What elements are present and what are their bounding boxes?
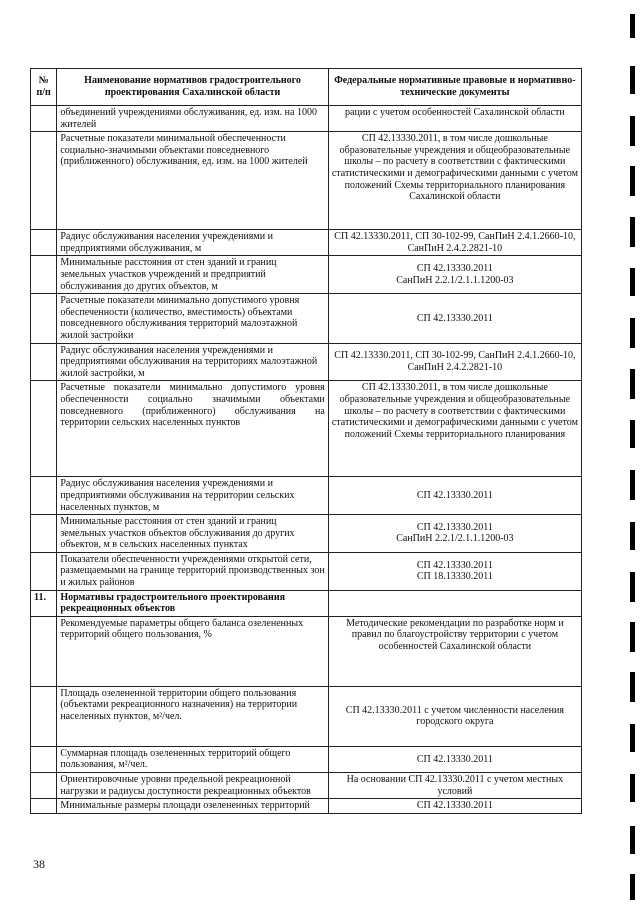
scan-mark: [630, 622, 635, 652]
header-num: № п/п: [31, 69, 57, 106]
scan-mark: [630, 724, 635, 752]
row-num: [31, 343, 57, 381]
row-docs: СП 42.13330.2011: [328, 799, 581, 814]
scan-mark: [630, 826, 635, 854]
row-name: Ориентировочные уровни предельной рекреационной нагрузки и радиусы доступности рекреационных объектов: [57, 773, 328, 799]
section-row: [31, 590, 582, 616]
scan-mark: [630, 522, 635, 550]
row-docs: СП 42.13330.2011 СП 18.13330.2011: [328, 552, 581, 590]
row-name: Рекомендуемые параметры общего баланса озелененных территорий общего пользования, %: [57, 616, 328, 686]
row-num: [31, 686, 57, 746]
row-docs: СП 42.13330.2011: [328, 294, 581, 343]
row-docs: СП 42.13330.2011 с учетом численности населения городского округа: [328, 686, 581, 746]
row-docs: СП 42.13330.2011 СанПиН 2.2.1/2.1.1.1200-03: [328, 515, 581, 553]
scan-mark: [630, 318, 635, 348]
table-row: [31, 132, 582, 230]
header-docs: Федеральные нормативные правовые и нормативно-технические документы: [328, 69, 581, 106]
row-docs: СП 42.13330.2011, в том числе дошкольные образовательные учреждения и общеобразовательные школы – по расчету в соответствии с фактическими статистическими и демографическими данными с учетом положений Схемы территориального планирования Сахалинской области: [328, 132, 581, 230]
scan-mark: [630, 470, 635, 500]
row-docs: СП 42.13330.2011, СП 30-102-99, СанПиН 2.4.1.2660-10, СанПиН 2.4.2.2821-10: [328, 230, 581, 256]
row-docs: СП 42.13330.2011: [328, 746, 581, 772]
row-num: [31, 106, 57, 132]
scan-mark: [630, 166, 635, 196]
row-docs: СП 42.13330.2011 СанПиН 2.2.1/2.1.1.1200-03: [328, 256, 581, 294]
row-num: [31, 256, 57, 294]
row-name: Расчетные показатели минимально допустимого уровня обеспеченности социально значимыми объектами повседневного (приближенного) обслуживания на территории сельских населенных пунктов: [57, 381, 328, 477]
row-name: Расчетные показатели минимально допустимого уровня обеспеченности (количество, вместимость) объектами повседневного обслуживания территорий малоэтажной жилой застройки: [57, 294, 328, 343]
scan-mark: [630, 874, 635, 900]
scan-mark: [630, 672, 635, 702]
row-num: [31, 746, 57, 772]
table-row: [31, 616, 582, 686]
row-name: Радиус обслуживания населения учреждениями и предприятиями обслуживания, м: [57, 230, 328, 256]
scan-mark: [630, 268, 635, 296]
row-name: Суммарная площадь озелененных территорий общего пользования, м²/чел.: [57, 746, 328, 772]
scan-mark: [630, 369, 635, 399]
row-name: объединений учреждениями обслуживания, ед. изм. на 1000 жителей: [57, 106, 328, 132]
row-num: [31, 230, 57, 256]
row-name: Площадь озелененной территории общего пользования (объектами рекреационного назначения) на территории населенных пунктов, м²/чел.: [57, 686, 328, 746]
row-docs: СП 42.13330.2011, в том числе дошкольные образовательные учреждения и общеобразовательные школы – по расчету в соответствии с фактическими статистическими и демографическими данными с учетом положений Схемы территориального планирования: [328, 381, 581, 477]
row-docs: рации с учетом особенностей Сахалинской области: [328, 106, 581, 132]
section-title: Нормативы градостроительного проектирования рекреационных объектов: [57, 590, 328, 616]
table-row: [31, 686, 582, 746]
row-name: Минимальные расстояния от стен зданий и границ земельных участков учреждений и предприятий обслуживания до других объектов, м: [57, 256, 328, 294]
row-name: Радиус обслуживания населения учреждениями и предприятиями обслуживания на территориях малоэтажной жилой застройки, м: [57, 343, 328, 381]
header-name: Наименование нормативов градостроительного проектирования Сахалинской области: [57, 69, 328, 106]
row-num: [31, 773, 57, 799]
row-num: [31, 294, 57, 343]
row-num: [31, 515, 57, 553]
table-row: [31, 106, 582, 132]
scan-mark: [630, 420, 635, 448]
table-row: [31, 343, 582, 381]
scan-mark: [630, 774, 635, 802]
row-docs: Методические рекомендации по разработке норм и правил по благоустройству территории с учетом особенностей Сахалинской области: [328, 616, 581, 686]
row-docs: СП 42.13330.2011: [328, 477, 581, 515]
section-num: 11.: [31, 590, 57, 616]
row-num: [31, 616, 57, 686]
row-name: Минимальные расстояния от стен зданий и границ земельных участков объектов обслуживания до других объектов, м в сельских населенных пунктах: [57, 515, 328, 553]
page-number: 38: [33, 857, 45, 871]
table-row: [31, 256, 582, 294]
row-name: Минимальные размеры площади озелененных территорий: [57, 799, 328, 814]
row-name: Показатели обеспеченности учреждениями открытой сети, размещаемыми на границе территорий производственных зон и жилых районов: [57, 552, 328, 590]
table-row: [31, 799, 582, 814]
scan-margin-marks: [630, 0, 636, 905]
table-row: [31, 552, 582, 590]
row-num: [31, 381, 57, 477]
scan-mark: [630, 217, 635, 247]
table-row: [31, 773, 582, 799]
row-num: [31, 132, 57, 230]
norms-table: [30, 68, 582, 814]
row-num: [31, 477, 57, 515]
scan-mark: [630, 572, 635, 602]
table-row: [31, 515, 582, 553]
table-row: [31, 230, 582, 256]
table-row: [31, 294, 582, 343]
row-name: Радиус обслуживания населения учреждениями и предприятиями обслуживания на территории сельских населенных пунктов, м: [57, 477, 328, 515]
table-header-row: [31, 69, 582, 106]
row-name: Расчетные показатели минимальной обеспеченности социально-значимыми объектами повседневного (приближенного) обслуживания, ед. изм. на 1000 жителей: [57, 132, 328, 230]
row-num: [31, 799, 57, 814]
scan-mark: [630, 66, 635, 94]
scan-mark: [630, 116, 635, 146]
row-num: [31, 552, 57, 590]
table-row: [31, 381, 582, 477]
section-docs-empty: [328, 590, 581, 616]
table-row: [31, 477, 582, 515]
scan-mark: [630, 14, 635, 38]
table-row: [31, 746, 582, 772]
row-docs: На основании СП 42.13330.2011 с учетом местных условий: [328, 773, 581, 799]
row-docs: СП 42.13330.2011, СП 30-102-99, СанПиН 2.4.1.2660-10, СанПиН 2.4.2.2821-10: [328, 343, 581, 381]
